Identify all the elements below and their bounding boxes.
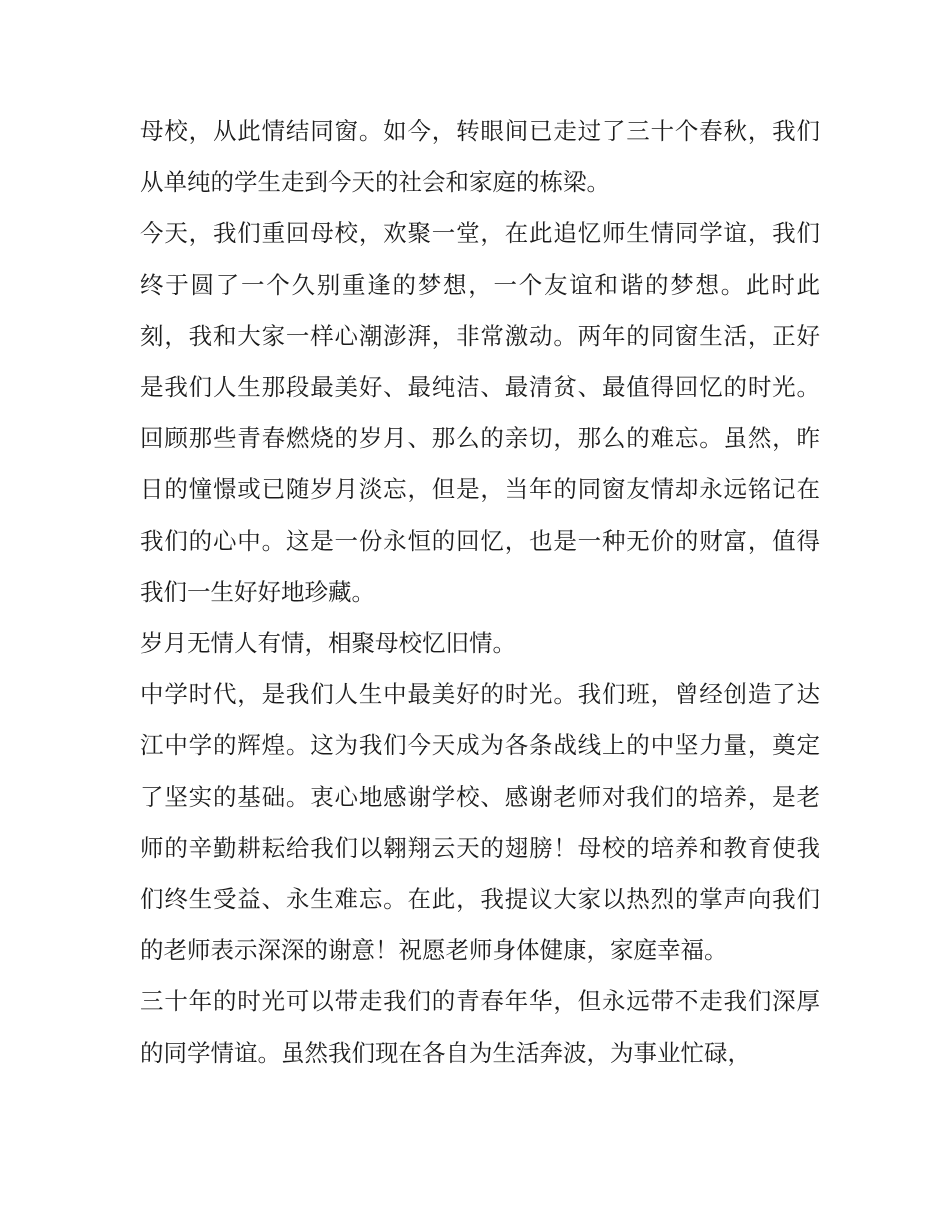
paragraph-1: 母校，从此情结同窗。如今，转眼间已走过了三十个春秋，我们从单纯的学生走到今天的社会和家庭的栋梁。	[140, 117, 820, 197]
document-body	[140, 106, 820, 1079]
paragraph-2: 今天，我们重回母校，欢聚一堂，在此追忆师生情同学谊，我们终于圆了一个久别重逢的梦想，一个友谊和谐的梦想。此时此刻，我和大家一样心潮澎湃，非常激动。两年的同窗生活，正好是我们人生那段最美好、最纯洁、最清贫、最值得回忆的时光。回顾那些青春燃烧的岁月、那么的亲切，那么的难忘。虽然，昨日的憧憬或已随岁月淡忘，但是，当年的同窗友情却永远铭记在我们的心中。这是一份永恒的回忆，也是一种无价的财富，值得我们一生好好地珍藏。	[140, 219, 820, 606]
paragraph-5: 三十年的时光可以带走我们的青春年华，但永远带不走我们深厚的同学情谊。虽然我们现在各自为生活奔波，为事业忙碌，	[140, 987, 820, 1067]
paragraph-3: 岁月无情人有情，相聚母校忆旧情。	[140, 629, 516, 658]
paragraph-4: 中学时代，是我们人生中最美好的时光。我们班，曾经创造了达江中学的辉煌。这为我们今天成为各条战线上的中坚力量，奠定了坚实的基础。衷心地感谢学校、感谢老师对我们的培养，是老师的辛勤耕耘给我们以翱翔云天的翅膀！母校的培养和教育使我们终生受益、永生难忘。在此，我提议大家以热烈的掌声向我们的老师表示深深的谢意！祝愿老师身体健康，家庭幸福。	[140, 680, 820, 965]
